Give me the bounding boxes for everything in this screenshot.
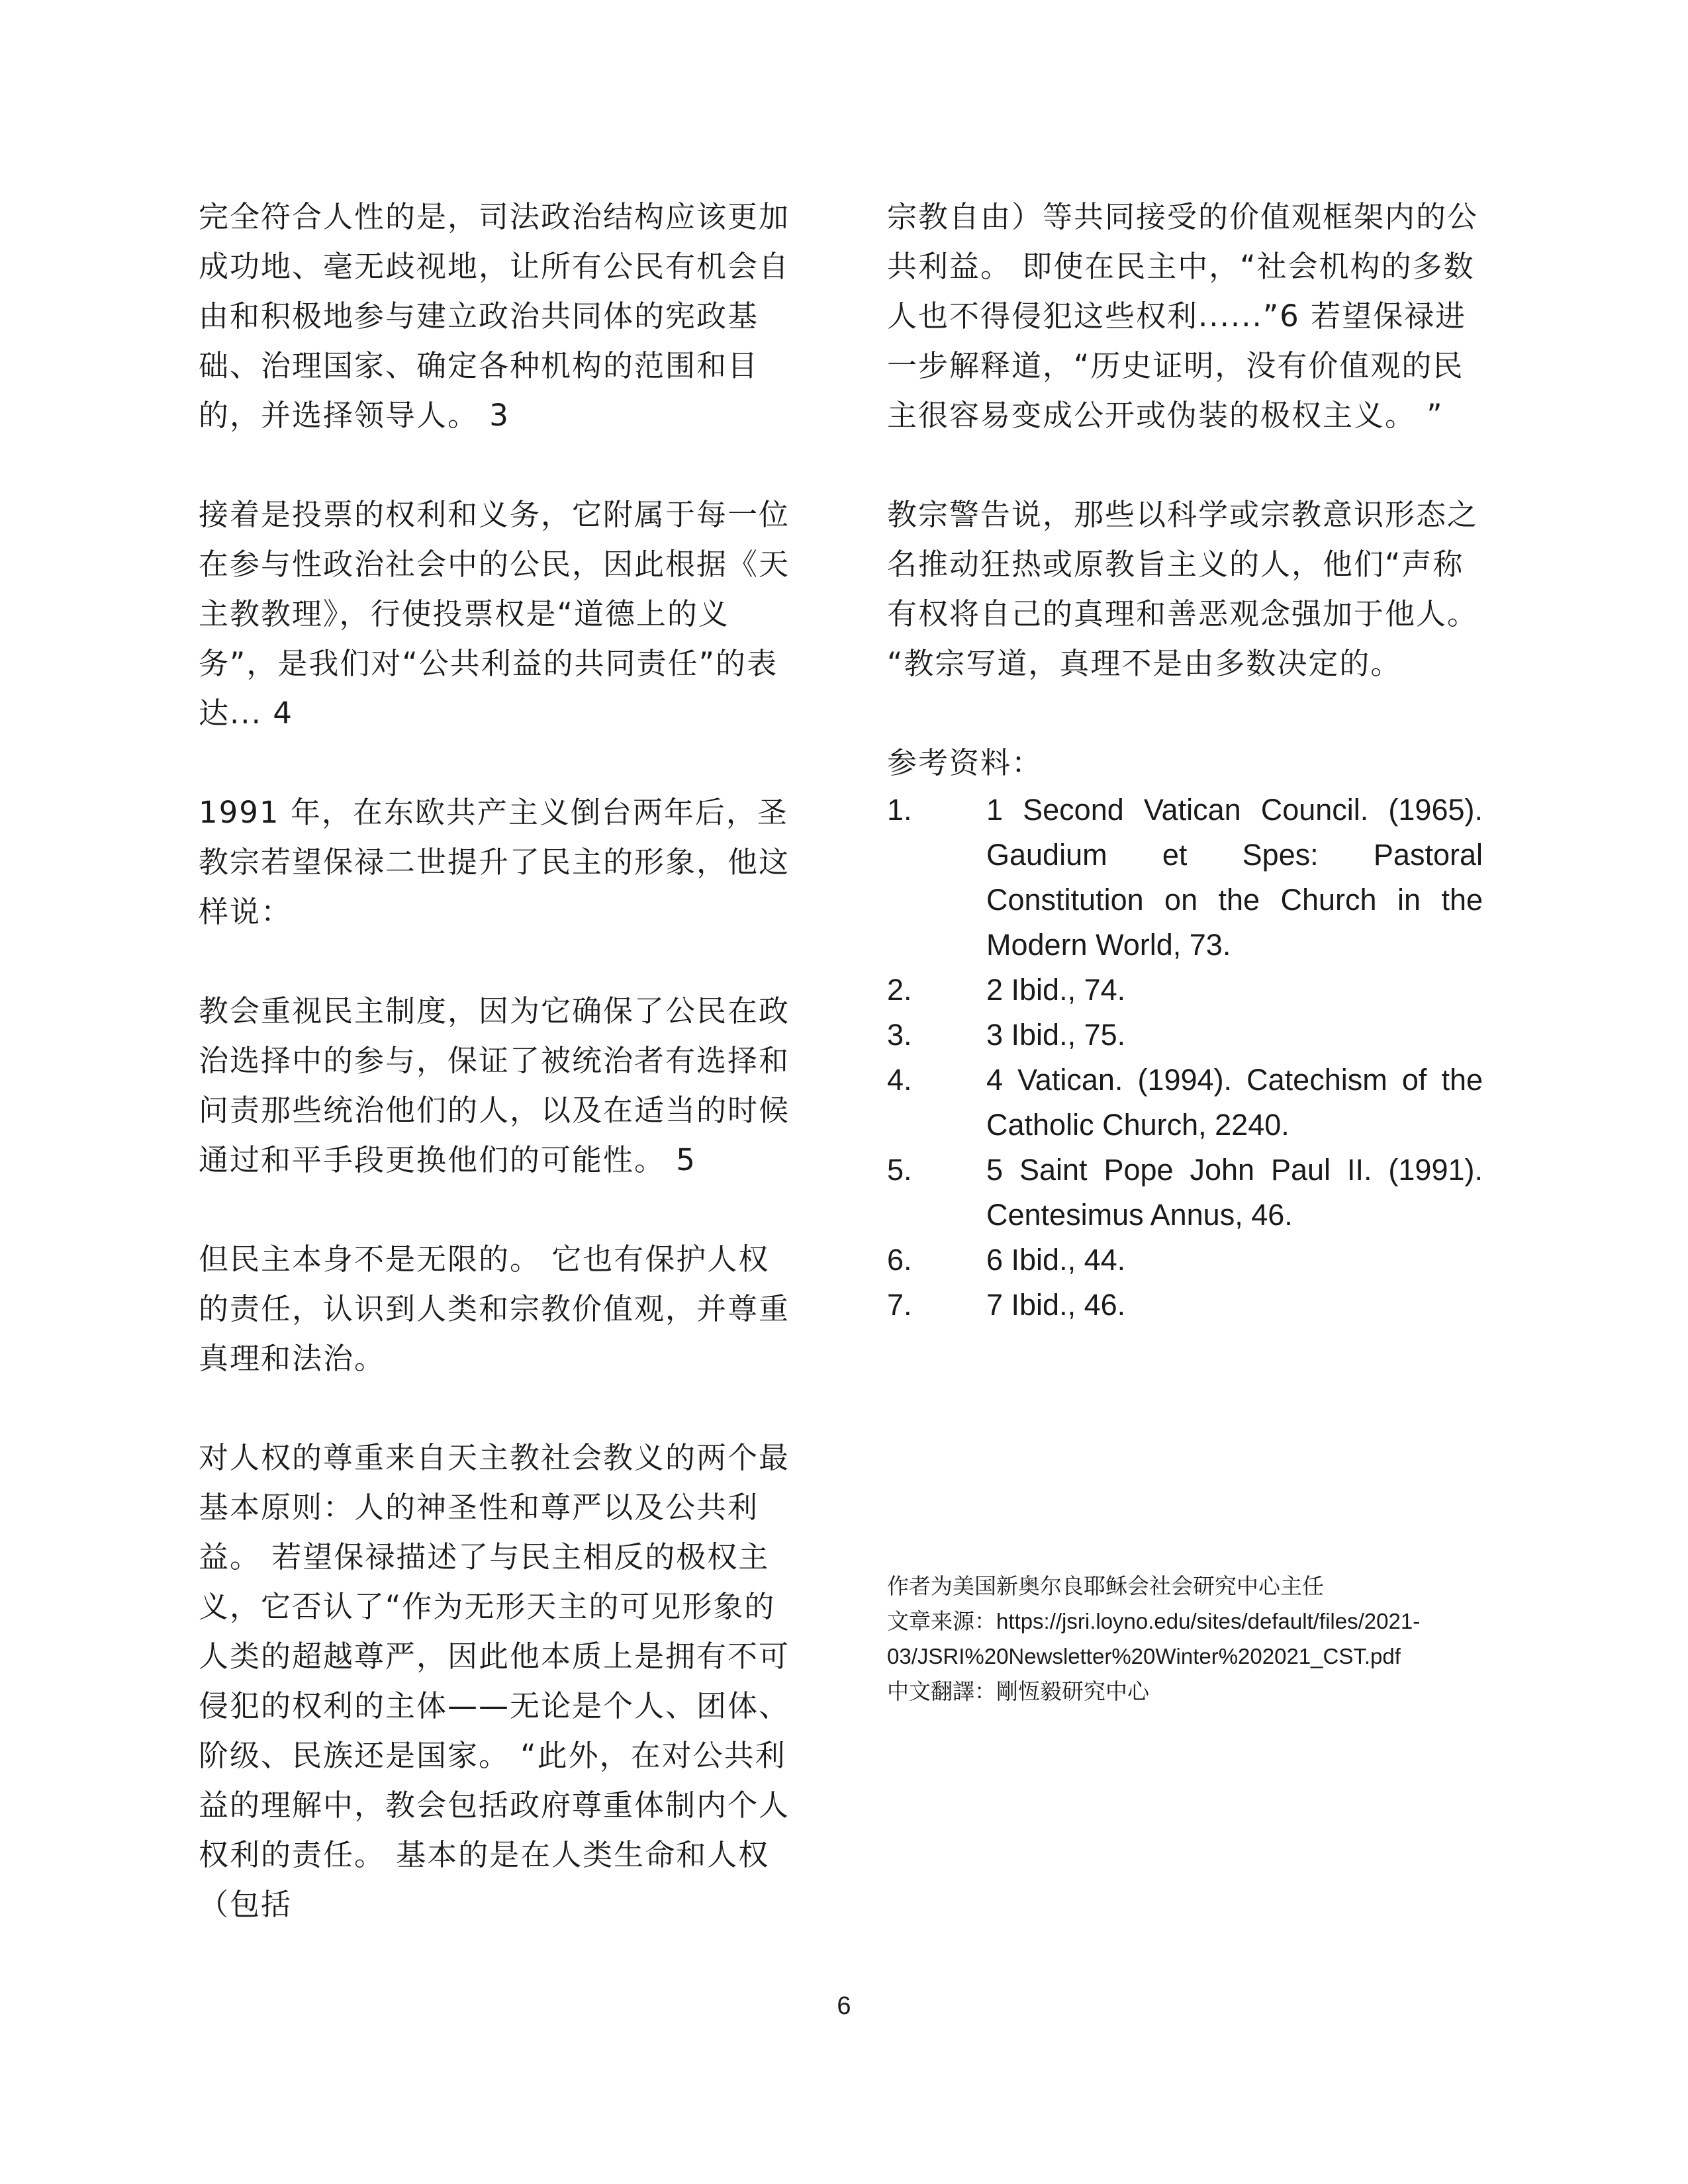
reference-item [887, 1283, 1483, 1328]
paragraph-1991-intro: 1991 年，在东欧共产主义倒台两年后，圣教宗若望保禄二世提升了民主的形象，他这样说： [199, 795, 790, 929]
reference-number: 6. [887, 1243, 912, 1277]
references-list [887, 788, 1483, 1328]
reference-text: 7 Ibid., 46. [986, 1288, 1126, 1322]
reference-item [887, 1238, 1483, 1283]
references-heading: 参考资料： [887, 745, 1043, 780]
paragraph-democracy-limits: 但民主本身不是无限的。 它也有保护人权的责任，认识到人类和宗教价值观，并尊重真理和法治。 [199, 1242, 790, 1376]
paragraph-pope-warning: 教宗警告说，那些以科学或宗教意识形态之名推动狂热或原教旨主义的人，他们“声称有权将自己的真理和善恶观念强加于他人。 “教宗写道，真理不是由多数决定的。 [887, 497, 1479, 681]
reference-text: 4 Vatican. (1994). Catechism of the Catholic Church, 2240. [986, 1063, 1483, 1142]
reference-item [887, 1013, 1483, 1058]
reference-item [887, 1148, 1483, 1238]
paragraph-political-participation: 完全符合人性的是，司法政治结构应该更加成功地、毫无歧视地，让所有公民有机会自由和积极地参与建立政治共同体的宪政基础、治理国家、确定各种机构的范围和目的，并选择领导人。 3 [199, 199, 790, 433]
reference-text: 2 Ibid., 74. [986, 973, 1126, 1007]
page-number: 6 [837, 1992, 851, 2020]
reference-number: 2. [887, 973, 912, 1007]
paragraph-common-good: 宗教自由）等共同接受的价值观框架内的公共利益。 即使在民主中，“社会机构的多数人也不得侵犯这些权利......”6 若望保禄进一步解释道，“历史证明，没有价值观的民主很容易变成公开或伪装的极权主义。 ” [887, 199, 1479, 433]
reference-text: 3 Ibid., 75. [986, 1018, 1126, 1052]
article-source-line: 文章来源：https://jsri.loyno.edu/sites/default/files/2021- [887, 1609, 1421, 1633]
reference-number: 7. [887, 1288, 912, 1322]
reference-item [887, 788, 1483, 968]
right-column [887, 192, 1483, 1328]
reference-number: 3. [887, 1018, 912, 1052]
left-column [199, 192, 798, 1929]
reference-item [887, 968, 1483, 1013]
reference-text: 1 Second Vatican Council. (1965). Gaudium et Spes: Pastoral Constitution on the Church in the Modern World, 73. [986, 793, 1483, 962]
article-source-url-continued: 03/JSRI%20Newsletter%20Winter%202021_CST.pdf [887, 1644, 1401, 1668]
translation-credit: 中文翻譯：剛恆毅研究中心 [887, 1678, 1149, 1704]
reference-text: 6 Ibid., 44. [986, 1243, 1126, 1277]
reference-number: 5. [887, 1153, 912, 1187]
author-note [887, 1569, 1483, 1709]
paragraph-voting-duty: 接着是投票的权利和义务，它附属于每一位在参与性政治社会中的公民，因此根据《天主教教理》，行使投票权是“道德上的义务”，是我们对“公共利益的共同责任”的表达... 4 [199, 497, 790, 731]
paragraph-human-rights-principles: 对人权的尊重来自天主教社会教义的两个最基本原则：人的神圣性和尊严以及公共利益。 若望保禄描述了与民主相反的极权主义，它否认了“作为无形天主的可见形象的人类的超越尊严，因此他本质上是拥有不可侵犯的权利的主体——无论是个人、团体、阶级、民族还是国家。 “此外，在对公共利益的理解中，教会包括政府尊重体制内个人权利的责任。 基本的是在人类生命和人权（包括 [199, 1440, 790, 1922]
reference-text: 5 Saint Pope John Paul II. (1991). Centesimus Annus, 46. [986, 1153, 1483, 1232]
paragraph-church-values-democracy: 教会重视民主制度，因为它确保了公民在政治选择中的参与，保证了被统治者有选择和问责那些统治他们的人，以及在适当的时候通过和平手段更换他们的可能性。 5 [199, 993, 790, 1177]
reference-number: 1. [887, 793, 912, 827]
author-affiliation: 作者为美国新奥尔良耶稣会社会研究中心主任 [887, 1573, 1324, 1599]
reference-item [887, 1058, 1483, 1148]
reference-number: 4. [887, 1063, 912, 1097]
